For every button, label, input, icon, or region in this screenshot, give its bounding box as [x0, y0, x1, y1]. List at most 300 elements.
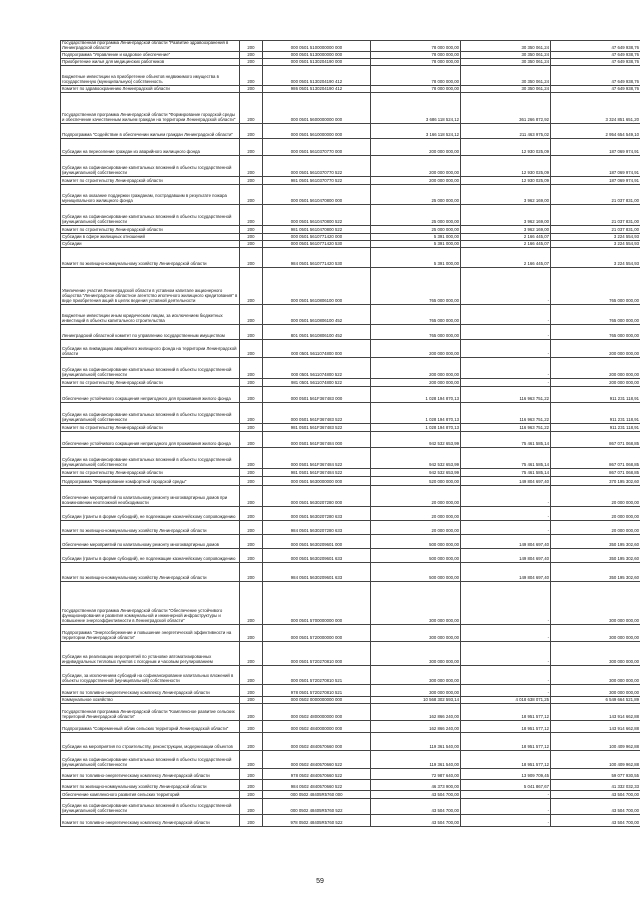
- row-executed: 211 463 975,02: [461, 124, 551, 139]
- budget-row: [61, 156, 640, 177]
- row-code: 200: [240, 424, 263, 432]
- row-code: 200: [240, 403, 263, 424]
- row-kbk: 000 0502 48405R5760 000: [263, 791, 371, 799]
- row-remaining: 867 071 068,85: [551, 432, 640, 448]
- row-code: 200: [240, 791, 263, 799]
- row-approved: 72 987 640,00: [371, 769, 461, 780]
- row-executed: -: [461, 791, 551, 799]
- row-kbk: 984 0501 5630209601 633: [263, 563, 371, 582]
- row-name: Комитет по строительству Ленинградской области: [61, 177, 240, 185]
- row-code: 200: [240, 379, 263, 387]
- row-executed: 18 951 577,12: [461, 704, 551, 721]
- row-kbk: 000 0501 5610370770 522: [263, 156, 371, 177]
- row-code: 200: [240, 340, 263, 358]
- row-code: 200: [240, 205, 263, 226]
- row-remaining: 200 000 000,00: [551, 340, 640, 358]
- row-kbk: 000 0501 5600000000 000: [263, 93, 371, 124]
- budget-row: [61, 52, 640, 59]
- row-name: Подпрограмма "Содействие в обеспечении жильем граждан Ленинградской области": [61, 124, 240, 139]
- row-remaining: 143 914 662,88: [551, 704, 640, 721]
- row-remaining: 47 649 938,76: [551, 41, 640, 52]
- budget-row: [61, 205, 640, 226]
- row-remaining: 41 332 032,33: [551, 780, 640, 791]
- row-executed: -: [461, 521, 551, 535]
- row-name: Субсидии (гранты в форме субсидий), не подлежащие казначейскому сопровождению: [61, 507, 240, 521]
- budget-table-sheet: [60, 40, 639, 875]
- row-name: Субсидии (гранты в форме субсидий), не подлежащие казначейскому сопровождению: [61, 549, 240, 563]
- row-executed: 30 350 061,24: [461, 41, 551, 52]
- row-approved: 942 532 653,99: [371, 448, 461, 469]
- row-executed: -: [461, 486, 551, 507]
- row-kbk: 981 0501 561F367483 522: [263, 424, 371, 432]
- row-code: 200: [240, 780, 263, 791]
- row-code: 200: [240, 704, 263, 721]
- budget-table-body: [61, 41, 640, 827]
- row-remaining: 47 649 938,76: [551, 52, 640, 59]
- row-kbk: 981 0501 5610370770 522: [263, 177, 371, 185]
- budget-row: [61, 625, 640, 642]
- row-approved: 1 028 194 870,13: [371, 403, 461, 424]
- row-kbk: 000 0501 5630209601 633: [263, 549, 371, 563]
- row-remaining: 350 195 302,60: [551, 563, 640, 582]
- row-remaining: 765 000 000,00: [551, 305, 640, 325]
- row-name: Субсидии на софинансирование капитальных вложений в объекты государственной (муниципальной) собственности: [61, 403, 240, 424]
- row-kbk: 000 0501 5720270810 000: [263, 642, 371, 666]
- row-approved: 200 000 000,00: [371, 177, 461, 185]
- row-code: 200: [240, 549, 263, 563]
- row-executed: 18 951 577,12: [461, 751, 551, 769]
- row-executed: 3 962 169,00: [461, 205, 551, 226]
- row-kbk: 000 0501 5611074800 522: [263, 358, 371, 379]
- row-remaining: 47 649 938,76: [551, 66, 640, 86]
- budget-row: [61, 185, 640, 205]
- row-name: Подпрограмма "Формирование комфортной городской среды": [61, 477, 240, 486]
- row-name: Обеспечение устойчивого сокращения непригодного для проживания жилого фонда: [61, 432, 240, 448]
- row-name: Субсидии, за исключением субсидий на софинансирование капитальных вложений в объекты государственной (муниципальной) собственности: [61, 666, 240, 685]
- row-name: Субсидии на ликвидацию аварийного жилищного фонда на территории Ленинградской области: [61, 340, 240, 358]
- row-remaining: 59 077 930,55: [551, 769, 640, 780]
- row-kbk: 000 0501 5130204190 412: [263, 66, 371, 86]
- row-approved: 300 000 000,00: [371, 582, 461, 625]
- budget-row: [61, 563, 640, 582]
- row-name: Обеспечение мероприятий по капитальному ремонту многоквартирных домов при возникновении неотложной необходимости: [61, 486, 240, 507]
- row-remaining: 300 000 000,00: [551, 582, 640, 625]
- row-executed: 2 166 445,07: [461, 248, 551, 268]
- row-approved: 78 000 000,00: [371, 86, 461, 93]
- budget-row: [61, 448, 640, 469]
- row-name: Подпрограмма "Управление и кадровое обеспечение": [61, 52, 240, 59]
- row-executed: 75 461 585,14: [461, 448, 551, 469]
- row-approved: 200 000 000,00: [371, 340, 461, 358]
- row-approved: 162 866 240,00: [371, 704, 461, 721]
- row-code: 200: [240, 721, 263, 733]
- budget-row: [61, 704, 640, 721]
- row-remaining: 300 000 000,00: [551, 685, 640, 697]
- row-approved: 1 028 194 870,13: [371, 387, 461, 403]
- row-approved: 119 361 540,00: [371, 733, 461, 751]
- row-approved: 200 000 000,00: [371, 139, 461, 156]
- row-code: 200: [240, 642, 263, 666]
- budget-row: [61, 93, 640, 124]
- row-code: 200: [240, 325, 263, 340]
- row-kbk: 000 0502 48405R5760 522: [263, 799, 371, 815]
- row-executed: -: [461, 815, 551, 827]
- row-approved: 1 028 194 870,13: [371, 424, 461, 432]
- row-code: 200: [240, 177, 263, 185]
- budget-row: [61, 751, 640, 769]
- row-code: 200: [240, 241, 263, 248]
- row-approved: 500 000 000,00: [371, 535, 461, 549]
- row-name: Подпрограмма "Современный облик сельских территорий Ленинградской области": [61, 721, 240, 733]
- row-kbk: 000 0501 5100000000 000: [263, 41, 371, 52]
- row-executed: 361 266 872,92: [461, 93, 551, 124]
- row-remaining: 300 000 000,00: [551, 642, 640, 666]
- row-remaining: 47 649 938,76: [551, 59, 640, 66]
- row-remaining: 2 954 654 549,10: [551, 124, 640, 139]
- row-name: Комитет по строительству Ленинградской области: [61, 469, 240, 477]
- row-code: 200: [240, 448, 263, 469]
- row-code: 200: [240, 66, 263, 86]
- row-approved: 5 391 000,00: [371, 234, 461, 241]
- row-code: 200: [240, 226, 263, 234]
- row-remaining: 47 649 938,76: [551, 86, 640, 93]
- row-approved: 300 000 000,00: [371, 666, 461, 685]
- row-remaining: 43 504 700,00: [551, 791, 640, 799]
- row-approved: 200 000 000,00: [371, 156, 461, 177]
- row-name: Комитет по жилищно-коммунальному хозяйству Ленинградской области: [61, 248, 240, 268]
- row-remaining: 187 069 974,91: [551, 177, 640, 185]
- row-name: Субсидии: [61, 241, 240, 248]
- row-executed: 116 963 751,22: [461, 387, 551, 403]
- row-executed: 30 350 061,24: [461, 52, 551, 59]
- row-name: Комитет по здравоохранению Ленинградской области: [61, 86, 240, 93]
- row-kbk: 986 0501 5130204190 412: [263, 86, 371, 93]
- row-name: Субсидии в сфере жилищных отношений: [61, 234, 240, 241]
- row-approved: 20 000 000,00: [371, 507, 461, 521]
- row-kbk: 984 0501 5630207280 633: [263, 521, 371, 535]
- row-name: Комитет по строительству Ленинградской области: [61, 379, 240, 387]
- row-kbk: 984 0501 5610771420 530: [263, 248, 371, 268]
- row-executed: -: [461, 340, 551, 358]
- row-executed: 116 963 751,22: [461, 424, 551, 432]
- row-code: 200: [240, 432, 263, 448]
- row-code: 200: [240, 358, 263, 379]
- row-executed: 12 930 025,09: [461, 139, 551, 156]
- budget-row: [61, 769, 640, 780]
- row-executed: 149 804 697,40: [461, 563, 551, 582]
- budget-row: [61, 424, 640, 432]
- row-kbk: 000 0501 5610771420 530: [263, 241, 371, 248]
- row-remaining: 911 231 118,91: [551, 387, 640, 403]
- row-code: 200: [240, 697, 263, 704]
- row-remaining: 911 231 118,91: [551, 403, 640, 424]
- row-approved: 20 000 000,00: [371, 521, 461, 535]
- row-approved: 119 361 540,00: [371, 751, 461, 769]
- row-kbk: 000 0501 5700000000 000: [263, 582, 371, 625]
- row-approved: 942 532 653,99: [371, 469, 461, 477]
- row-remaining: 200 000 000,00: [551, 379, 640, 387]
- row-kbk: 000 0501 5630207280 633: [263, 507, 371, 521]
- budget-row: [61, 721, 640, 733]
- row-name: Комитет по жилищно-коммунальному хозяйству Ленинградской области: [61, 521, 240, 535]
- budget-row: [61, 325, 640, 340]
- row-approved: 25 000 000,00: [371, 226, 461, 234]
- budget-row: [61, 305, 640, 325]
- row-remaining: 3 224 554,93: [551, 234, 640, 241]
- row-kbk: 984 0502 4840570660 522: [263, 780, 371, 791]
- row-code: 200: [240, 59, 263, 66]
- row-remaining: 21 037 831,00: [551, 205, 640, 226]
- row-code: 200: [240, 751, 263, 769]
- budget-row: [61, 234, 640, 241]
- row-remaining: 300 000 000,00: [551, 666, 640, 685]
- budget-row: [61, 379, 640, 387]
- row-approved: 20 000 000,00: [371, 486, 461, 507]
- row-executed: -: [461, 799, 551, 815]
- row-code: 200: [240, 582, 263, 625]
- row-kbk: 000 0501 5610470800 522: [263, 205, 371, 226]
- budget-row: [61, 780, 640, 791]
- row-name: Комитет по строительству Ленинградской области: [61, 424, 240, 432]
- row-name: Государственная программа Ленинградской области "Обеспечение устойчивого функционирования и развития коммунальной и инженерной инфраструктуры и повышение энергоэффективности в Ленинградской области": [61, 582, 240, 625]
- row-name: Комитет по жилищно-коммунальному хозяйству Ленинградской области: [61, 780, 240, 791]
- row-approved: 300 000 000,00: [371, 642, 461, 666]
- row-remaining: 200 000 000,00: [551, 358, 640, 379]
- row-name: Ленинградский областной комитет по управлению государственным имуществом: [61, 325, 240, 340]
- row-approved: 43 504 700,00: [371, 791, 461, 799]
- row-remaining: 100 409 962,88: [551, 751, 640, 769]
- row-code: 200: [240, 666, 263, 685]
- row-approved: 10 568 302 593,14: [371, 697, 461, 704]
- row-approved: 162 866 240,00: [371, 721, 461, 733]
- row-executed: -: [461, 642, 551, 666]
- row-name: Комитет по топливно-энергетическому комплексу Ленинградской области: [61, 685, 240, 697]
- row-remaining: 20 000 000,00: [551, 507, 640, 521]
- row-name: Государственная программа Ленинградской области "Формирование городской среды и обеспечение качественным жильем граждан на территории Ленинградской области": [61, 93, 240, 124]
- row-remaining: 20 000 000,00: [551, 486, 640, 507]
- row-executed: 75 461 585,14: [461, 432, 551, 448]
- budget-table: [60, 40, 640, 827]
- row-remaining: 3 224 554,93: [551, 248, 640, 268]
- row-code: 200: [240, 769, 263, 780]
- budget-row: [61, 432, 640, 448]
- row-kbk: 000 0502 4840000000 000: [263, 721, 371, 733]
- row-approved: 43 504 700,00: [371, 799, 461, 815]
- row-remaining: 300 000 000,00: [551, 625, 640, 642]
- row-executed: 2 166 445,07: [461, 234, 551, 241]
- row-kbk: 000 0501 561F367483 522: [263, 403, 371, 424]
- row-remaining: 370 195 302,60: [551, 477, 640, 486]
- row-approved: 765 000 000,00: [371, 325, 461, 340]
- row-approved: 500 000 000,00: [371, 563, 461, 582]
- row-remaining: 6 549 664 521,89: [551, 697, 640, 704]
- budget-row: [61, 791, 640, 799]
- budget-row: [61, 469, 640, 477]
- row-remaining: 867 071 068,85: [551, 448, 640, 469]
- row-remaining: 350 195 302,60: [551, 549, 640, 563]
- row-name: Комитет по жилищно-коммунальному хозяйству Ленинградской области: [61, 563, 240, 582]
- row-name: Субсидии на софинансирование капитальных вложений в объекты государственной (муниципальной) собственности: [61, 358, 240, 379]
- row-name: Субсидии на реализацию мероприятий по установке автоматизированных индивидуальных тепловых пунктов с погодным и часовым регулированием: [61, 642, 240, 666]
- budget-row: [61, 248, 640, 268]
- row-kbk: 000 0501 5630207280 000: [263, 486, 371, 507]
- row-executed: -: [461, 582, 551, 625]
- row-name: Комитет по строительству Ленинградской области: [61, 226, 240, 234]
- row-approved: 765 000 000,00: [371, 305, 461, 325]
- budget-row: [61, 387, 640, 403]
- row-remaining: 3 324 851 651,20: [551, 93, 640, 124]
- row-kbk: 000 0501 5610806100 000: [263, 268, 371, 305]
- row-remaining: 100 409 962,88: [551, 733, 640, 751]
- row-remaining: 765 000 000,00: [551, 325, 640, 340]
- row-code: 200: [240, 305, 263, 325]
- row-executed: 12 930 025,09: [461, 156, 551, 177]
- row-code: 200: [240, 477, 263, 486]
- row-executed: 4 018 638 071,25: [461, 697, 551, 704]
- row-approved: 3 166 118 524,12: [371, 124, 461, 139]
- row-name: Субсидии на переселение граждан из аварийного жилищного фонда: [61, 139, 240, 156]
- row-executed: -: [461, 325, 551, 340]
- row-kbk: 000 0502 4840570660 000: [263, 733, 371, 751]
- row-code: 200: [240, 733, 263, 751]
- row-executed: 2 166 445,07: [461, 241, 551, 248]
- row-kbk: 978 0501 5720270810 521: [263, 685, 371, 697]
- row-kbk: 000 0501 5720270810 521: [263, 666, 371, 685]
- budget-row: [61, 815, 640, 827]
- row-code: 200: [240, 486, 263, 507]
- row-name: Обеспечение устойчивого сокращения непригодного для проживания жилого фонда: [61, 387, 240, 403]
- row-code: 200: [240, 799, 263, 815]
- row-code: 200: [240, 268, 263, 305]
- row-executed: 149 804 697,40: [461, 549, 551, 563]
- row-approved: 300 000 000,00: [371, 685, 461, 697]
- row-executed: 18 951 577,12: [461, 733, 551, 751]
- row-approved: 25 000 000,00: [371, 185, 461, 205]
- row-kbk: 000 0501 561F367484 522: [263, 448, 371, 469]
- budget-row: [61, 358, 640, 379]
- budget-row: [61, 268, 640, 305]
- row-approved: 46 373 900,00: [371, 780, 461, 791]
- row-code: 200: [240, 469, 263, 477]
- row-kbk: 000 0501 5610370770 000: [263, 139, 371, 156]
- row-executed: 75 461 585,14: [461, 469, 551, 477]
- row-code: 200: [240, 535, 263, 549]
- row-approved: 5 391 000,00: [371, 248, 461, 268]
- row-approved: 300 000 000,00: [371, 625, 461, 642]
- row-code: 200: [240, 124, 263, 139]
- row-executed: 18 951 577,12: [461, 721, 551, 733]
- row-kbk: 000 0502 0000000000 000: [263, 697, 371, 704]
- row-kbk: 000 0501 561F367484 000: [263, 432, 371, 448]
- row-kbk: 981 0501 5610470800 522: [263, 226, 371, 234]
- row-name: Субсидии на софинансирование капитальных вложений в объекты государственной (муниципальной) собственности: [61, 156, 240, 177]
- row-executed: 3 962 169,00: [461, 226, 551, 234]
- row-kbk: 000 0501 5720000000 000: [263, 625, 371, 642]
- row-code: 200: [240, 521, 263, 535]
- budget-row: [61, 486, 640, 507]
- row-executed: -: [461, 379, 551, 387]
- row-kbk: 000 0501 5130000000 000: [263, 52, 371, 59]
- budget-row: [61, 521, 640, 535]
- page-number: 59: [316, 878, 324, 885]
- budget-row: [61, 124, 640, 139]
- row-executed: -: [461, 507, 551, 521]
- row-name: Комитет по топливно-энергетическому комплексу Ленинградской области: [61, 769, 240, 780]
- row-code: 200: [240, 139, 263, 156]
- row-remaining: 21 037 831,00: [551, 185, 640, 205]
- row-code: 200: [240, 387, 263, 403]
- row-kbk: 801 0501 5610806100 452: [263, 325, 371, 340]
- row-kbk: 000 0501 5130204190 000: [263, 59, 371, 66]
- row-code: 200: [240, 625, 263, 642]
- budget-row: [61, 799, 640, 815]
- row-executed: 30 350 061,24: [461, 86, 551, 93]
- row-code: 200: [240, 248, 263, 268]
- row-name: Государственная программа Ленинградской области "Развитие здравоохранения в Ленинградской области": [61, 41, 240, 52]
- row-kbk: 981 0501 5611074800 522: [263, 379, 371, 387]
- row-kbk: 000 0501 561F367483 000: [263, 387, 371, 403]
- row-executed: 3 962 169,00: [461, 185, 551, 205]
- row-approved: 765 000 000,00: [371, 268, 461, 305]
- row-remaining: 765 000 000,00: [551, 268, 640, 305]
- row-name: Увеличение участия Ленинградской области в уставном капитале акционерного общества "Ленинградское областное агентство ипотечного жилищного кредитования" в виде приобретения акций в целях ведения уставной деятельности: [61, 268, 240, 305]
- budget-row: [61, 241, 640, 248]
- row-kbk: 000 0501 5630209601 000: [263, 535, 371, 549]
- row-executed: -: [461, 358, 551, 379]
- row-code: 200: [240, 93, 263, 124]
- row-name: Коммунальное хозяйство: [61, 697, 240, 704]
- row-approved: 78 000 000,00: [371, 52, 461, 59]
- row-name: Субсидии на мероприятия по строительству, реконструкции, модернизации объектов: [61, 733, 240, 751]
- row-executed: 12 930 025,09: [461, 177, 551, 185]
- row-name: Подпрограмма "Энергосбережение и повышение энергетической эффективности на территории Ленинградской области": [61, 625, 240, 642]
- budget-row: [61, 549, 640, 563]
- row-remaining: 350 195 302,60: [551, 535, 640, 549]
- row-executed: 30 350 061,24: [461, 59, 551, 66]
- budget-row: [61, 733, 640, 751]
- row-remaining: 867 071 068,85: [551, 469, 640, 477]
- budget-row: [61, 582, 640, 625]
- row-kbk: 000 0502 4800000000 000: [263, 704, 371, 721]
- row-approved: 200 000 000,00: [371, 358, 461, 379]
- budget-row: [61, 666, 640, 685]
- row-remaining: 43 504 700,00: [551, 815, 640, 827]
- row-code: 200: [240, 86, 263, 93]
- row-executed: 5 041 867,67: [461, 780, 551, 791]
- row-approved: 942 532 653,99: [371, 432, 461, 448]
- row-approved: 78 000 000,00: [371, 66, 461, 86]
- row-executed: -: [461, 305, 551, 325]
- row-code: 200: [240, 507, 263, 521]
- budget-row: [61, 685, 640, 697]
- row-executed: -: [461, 666, 551, 685]
- row-approved: 200 000 000,00: [371, 379, 461, 387]
- row-kbk: 978 0502 48405R5760 522: [263, 815, 371, 827]
- budget-row: [61, 477, 640, 486]
- budget-row: [61, 535, 640, 549]
- budget-row: [61, 177, 640, 185]
- row-approved: 520 000 000,00: [371, 477, 461, 486]
- row-name: Субсидии на софинансирование капитальных вложений в объекты государственной (муниципальной) собственности: [61, 799, 240, 815]
- row-approved: 500 000 000,00: [371, 549, 461, 563]
- row-name: Обеспечение мероприятий по капитальному ремонту многоквартирных домов: [61, 535, 240, 549]
- budget-row: [61, 403, 640, 424]
- row-executed: 13 909 709,45: [461, 769, 551, 780]
- row-remaining: 911 231 118,91: [551, 424, 640, 432]
- row-kbk: 981 0501 561F367484 522: [263, 469, 371, 477]
- budget-row: [61, 340, 640, 358]
- row-name: Бюджетные инвестиции иным юридическим лицам, за исключением бюджетных инвестиций в объекты капитального строительства: [61, 305, 240, 325]
